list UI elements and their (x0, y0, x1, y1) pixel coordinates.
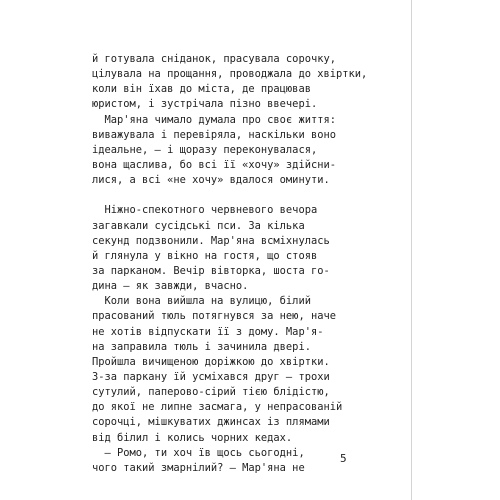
text-line: сорочці, мішкуватих джинсах із плямами (92, 416, 330, 429)
text-line: до якої не липне засмага, у непрасованій (92, 401, 343, 414)
page-number: 5 (340, 452, 347, 465)
text-line: прасований тюль потягнувся за нею, наче (92, 310, 336, 323)
text-line: Пройшла вичищеною доріжкою до хвіртки. (92, 355, 330, 368)
text-line: юристом, і зустрічала пізно ввечері. (92, 98, 318, 111)
text-line: лися, а всі «не хочу» вдалося оминути. (92, 174, 330, 187)
text-line: секунд подзвонили. Мар'яна всміхнулась (92, 234, 330, 247)
text-line: Коли вона вийшла на вулицю, білий (92, 295, 311, 308)
text-line: чого такий змарнілий? — Мар'яна не (92, 461, 305, 474)
paragraph-gap (92, 188, 362, 203)
text-line: коли він їхав до міста, де працював (92, 83, 311, 96)
text-line: З-за паркану їй усміхався друг — трохи (92, 370, 330, 383)
text-line: й глянула у вікно на гостя, що стояв (92, 249, 318, 262)
text-line: сутулий, паперово-сірий тією блідістю, (92, 386, 330, 399)
page-edge (411, 0, 412, 500)
text-line: цілувала на прощання, проводжала до хвіртки, (92, 68, 368, 81)
text-line: — Ромо, ти хоч їв щось сьогодні, (92, 446, 305, 459)
text-line: й готувала сніданок, прасувала сорочку, (92, 53, 336, 65)
text-line: не хотів відпускати її з дому. Мар'я- (92, 325, 324, 338)
text-line: дина — як завжди, вчасно. (92, 280, 249, 293)
text-line: на заправила тюль і зачинила двері. (92, 340, 311, 353)
text-line: вона щаслива, бо всі її «хочу» здійсни- (92, 158, 336, 171)
text-line: від білил і колись чорних кедах. (92, 431, 293, 444)
text-line: виважувала і перевіряла, наскільки воно (92, 128, 336, 141)
text-line: загавкали сусідські пси. За кілька (92, 219, 305, 232)
text-line: ідеальне, — і щоразу переконувалася, (92, 143, 318, 156)
text-line: Мар'яна чимало думала про своє життя: (92, 113, 336, 126)
text-line: за парканом. Вечір вівторка, шоста го- (92, 264, 330, 277)
page-text (92, 52, 368, 476)
text-line: Ніжно-спекотного червневого вечора (92, 204, 318, 217)
